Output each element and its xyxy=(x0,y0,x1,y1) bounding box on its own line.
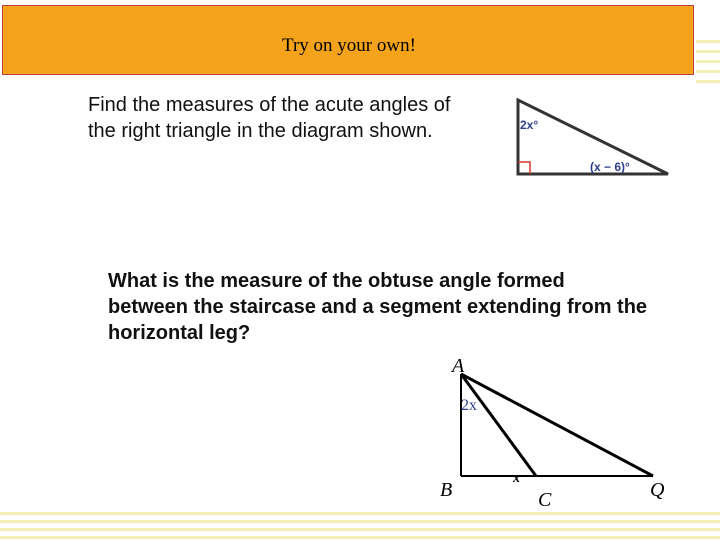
vertex-label-q: Q xyxy=(650,479,665,501)
segment-aq xyxy=(461,374,653,476)
angle-label-2x-at-a: 2x xyxy=(461,397,477,414)
right-triangle-diagram xyxy=(510,96,672,178)
angle-label-2x: 2x° xyxy=(520,118,539,132)
title-banner xyxy=(2,5,694,75)
vertex-label-b: B xyxy=(440,479,453,501)
question-acute-angles: Find the measures of the acute angles of the right triangle in the diagram shown. xyxy=(88,94,451,142)
staircase-triangle-diagram xyxy=(420,350,680,510)
right-angle-mark xyxy=(518,162,530,174)
slide-title: Try on your own! xyxy=(282,35,416,56)
angle-label-x-minus-6: (x − 6)° xyxy=(590,160,630,174)
vertex-label-c: C xyxy=(538,489,552,510)
segment-ac xyxy=(461,374,536,476)
angle-label-x-at-c: x xyxy=(513,471,520,486)
vertex-label-a: A xyxy=(452,355,465,377)
question-obtuse-angle: What is the measure of the obtuse angle formed between the staircase and a segment extending from the horizontal leg? xyxy=(108,270,648,344)
